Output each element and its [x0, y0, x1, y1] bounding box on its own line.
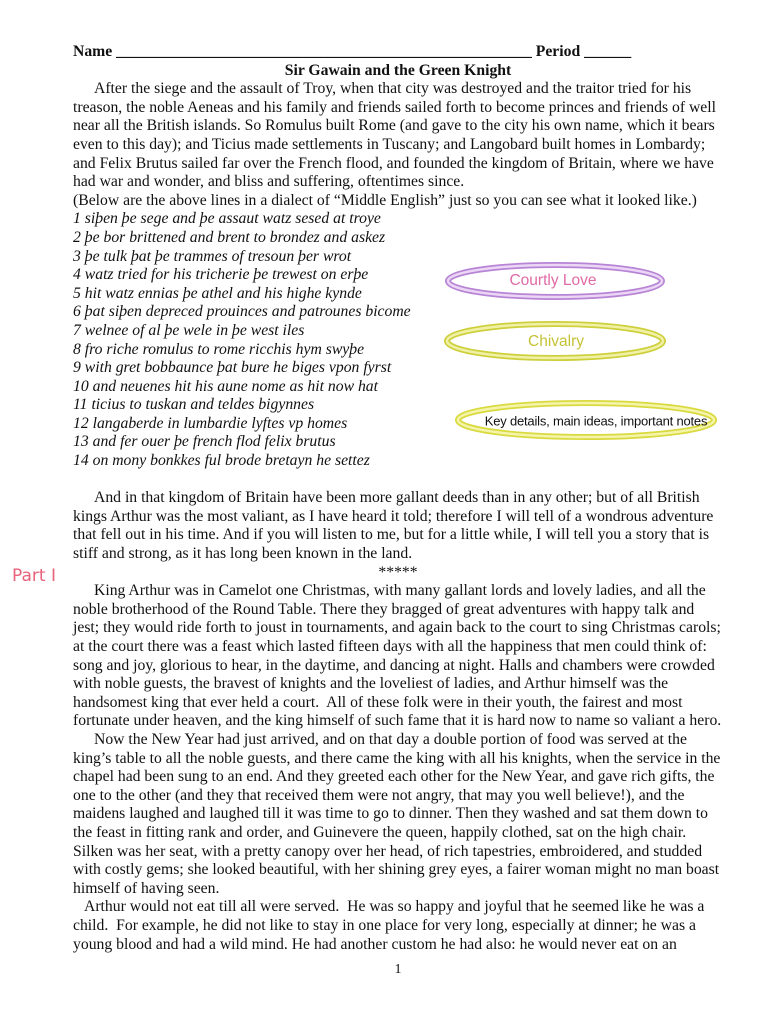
paragraph-line: kings Arthur was the most valiant, as I have heard it told; therefore I will tell of a wondrous adventure — [73, 507, 714, 525]
paragraph-line: chapel had been sung to an end. And they greeted each other for the New Year, and gave rich gifts, the — [73, 768, 715, 786]
paragraph-line: noble brotherhood of the Round Table. There they bragged of great adventures with happy talk and — [73, 600, 695, 618]
paragraph-line: jest; they would ride forth to joust in tournaments, and again back to the court to sing Christmas carols; — [73, 619, 721, 637]
paragraph-line: Arthur would not eat till all were served. He was so happy and joyful that he seemed like he was a — [84, 898, 705, 916]
verse-line: 8 fro riche romulus to rome ricchis hym swyþe — [73, 340, 365, 358]
paragraph-line: stiff and strong, as it has long been known in the land. — [73, 545, 413, 563]
paragraph-line: After the siege and the assault of Troy, when that city was destroyed and the traitor tried for his — [94, 80, 692, 98]
paragraph-line: the feast in fitting rank and order, and Guinevere the queen, happily clothed, sat on the high chair. — [73, 823, 687, 841]
verse-line: 10 and neuenes hit his aune nome as hit now hat — [73, 377, 379, 395]
verse-line: 2 þe bor brittened and brent to brondez and askez — [73, 228, 386, 246]
part-label: Part I — [12, 566, 56, 586]
paragraph-line: King Arthur was in Camelot one Christmas, with many gallant lords and lovely ladies, and all the — [94, 582, 706, 600]
verse-line: 12 langaberde in lumbardie lyftes vp homes — [73, 414, 348, 432]
key-details-label: Key details, main ideas, important notes — [484, 413, 708, 429]
paragraph-line: song and joy, glorious to hear, in the daytime, and dancing at night. Halls and chambers were crowded — [73, 656, 715, 674]
section-separator: ***** — [378, 563, 418, 581]
britain-paragraph — [73, 489, 723, 563]
chivalry-label: Chivalry — [528, 333, 584, 350]
verse-line: 9 with gret bobbaunce þat bure he biges vpon fyrst — [73, 359, 392, 377]
paragraph-line: that fell out in his time. And if you will listen to me, but for a little while, I will tell you a story that is — [73, 526, 710, 544]
paragraph-line: at the court there was a feast which lasted fifteen days with all the happiness that men could think of: — [73, 638, 707, 655]
verse-line: 4 watz tried for his tricherie þe trewest on erþe — [73, 266, 369, 284]
name-period-line: Name _____________________________________________________ Period ______ — [73, 43, 632, 60]
middle-english-verse — [73, 210, 723, 470]
camelot-paragraph — [73, 582, 723, 731]
paragraph-line: with noble guests, the bravest of knights and the loveliest of ladies, and Arthur himself was the — [73, 675, 669, 693]
verse-line: 3 þe tulk þat þe trammes of tresoun þer wrot — [73, 247, 352, 265]
arthur-paragraph — [73, 898, 723, 954]
verse-line: 13 and fer ouer þe french flod felix brutus — [73, 433, 336, 451]
paragraph-line: near all the British islands. So Romulus built Rome (and gave to the city his own name, which it bears — [73, 117, 715, 135]
paragraph-line: himself of having seen. — [73, 879, 220, 897]
paragraph-line: And in that kingdom of Britain have been more gallant deeds than in any other; but of all British — [94, 489, 700, 507]
paragraph-line: had war and wonder, and bliss and suffering, oftentimes since. — [73, 173, 465, 191]
verse-line: 6 þat siþen depreced prouinces and patrounes bicome — [73, 303, 411, 321]
paragraph-line: Silken was her seat, with a pretty canopy over her head, of rich tapestries, embroidered, and studded — [73, 842, 703, 860]
courtly-love-label: Courtly Love — [509, 272, 597, 289]
text-column — [73, 43, 723, 954]
spacer — [73, 471, 723, 490]
verse-line: 1 siþen þe sege and þe assaut watz sesed at troye — [73, 210, 381, 228]
paragraph-line: Now the New Year had just arrived, and on that day a double portion of food was served at the — [94, 730, 687, 748]
page-title: Sir Gawain and the Green Knight — [284, 61, 512, 79]
paragraph-line: young blood and had a wild mind. He had another custom he had also: he would never eat on an — [73, 935, 677, 953]
verse-line: 14 on mony bonkkes ful brode bretayn he settez — [73, 452, 370, 470]
page-number: 1 — [394, 962, 402, 977]
middle-english-note: (Below are the above lines in a dialect of “Middle English” just so you can see what it looked like.) — [73, 191, 697, 209]
intro-paragraph — [73, 80, 723, 192]
verse-line: 11 ticius to tuskan and teldes bigynnes — [73, 396, 315, 414]
paragraph-line: treason, the noble Aeneas and his family and friends sailed forth to become princes and friends of well — [73, 98, 716, 116]
verse-line: 5 hit watz ennias þe athel and his highe kynde — [73, 284, 362, 302]
paragraph-line: maidens laughed and laughed till it was time to go to dinner. Then they washed and sat them down to — [73, 805, 708, 823]
paragraph-line: fortunate under heaven, and the king himself of such fame that it is hard now to name so valiant a hero. — [73, 712, 722, 730]
new-year-paragraph — [73, 731, 723, 898]
paragraph-line: child. For example, he did not like to stay in one place for very long, especially at dinner; he was a — [73, 916, 696, 934]
paragraph-line: one to the other (and they that received them were not angry, that may you well believe!), and the — [73, 786, 685, 804]
paragraph-line: and Felix Brutus sailed far over the French flood, and founded the kingdom of Britain, where we have — [73, 154, 714, 172]
paragraph-line: with costly gems; she looked beautiful, with her shining grey eyes, a fairer woman might no man boast — [73, 861, 720, 879]
paragraph-line: king’s table to all the noble guests, and there came the king with all his knights, when the service in the — [73, 749, 721, 767]
verse-line: 7 welnee of al þe wele in þe west iles — [73, 321, 305, 339]
paragraph-line: handsomest king that ever held a court. All of these folk were in their youth, the fairest and most — [73, 693, 683, 711]
paragraph-line: even to this day); and Ticius made settlements in Tuscany; and Langobard built homes in Lombardy; — [73, 135, 706, 153]
